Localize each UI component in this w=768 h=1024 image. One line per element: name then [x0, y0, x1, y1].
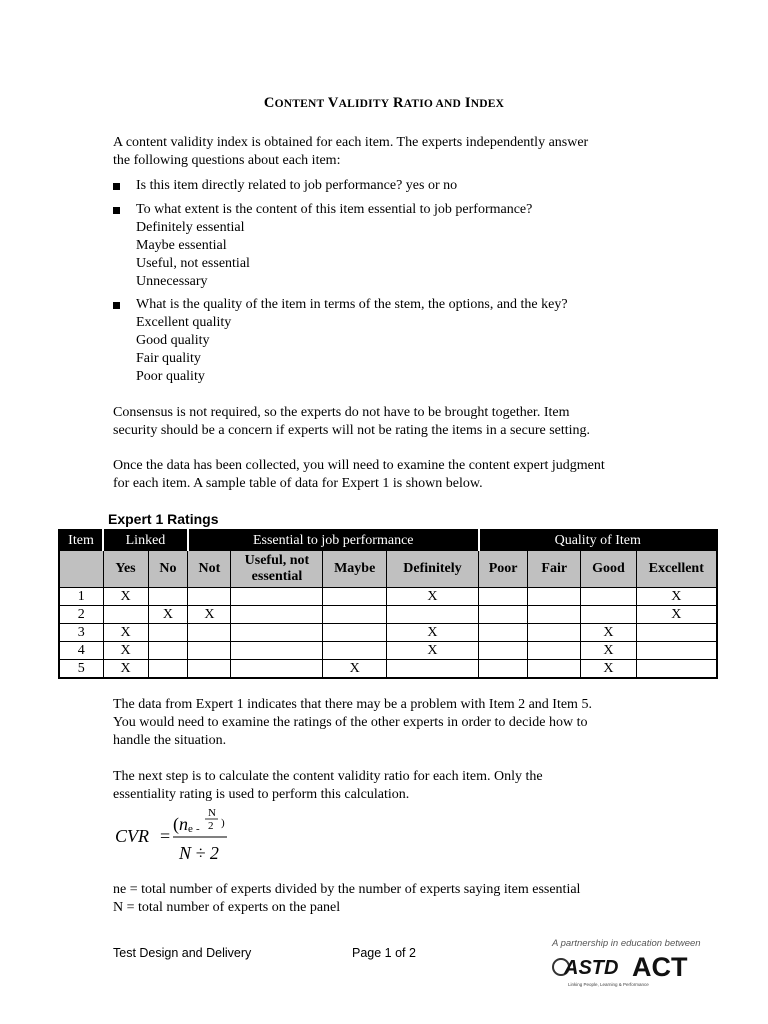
rating-cell [636, 624, 717, 642]
row-item-number: 1 [59, 588, 103, 606]
rating-cell: X [581, 624, 636, 642]
rating-cell [188, 588, 231, 606]
rating-cell [528, 624, 581, 642]
sub-header-definitely: Definitely [386, 551, 478, 588]
sub-header-blank [59, 551, 103, 588]
logo-astd: ASTD [564, 957, 619, 979]
logo-tagline: A partnership in education between [552, 938, 701, 949]
rating-cell [581, 606, 636, 624]
table-row [59, 588, 717, 606]
rating-cell [479, 660, 528, 679]
rating-cell [231, 624, 323, 642]
next-step-paragraph: The next step is to calculate the content validity ratio for each item. Only the essentiality rating is used to perform this calculation. [113, 769, 543, 802]
rating-cell [479, 642, 528, 660]
sub-header-maybe: Maybe [323, 551, 386, 588]
bullet-square-icon [113, 207, 120, 214]
sub-header-no: No [148, 551, 188, 588]
formula-n-top: N [208, 807, 216, 819]
rating-cell [148, 624, 188, 642]
rating-cell [323, 606, 386, 624]
rating-cell [528, 588, 581, 606]
sub-header-excellent: Excellent [636, 551, 717, 588]
rating-cell [479, 588, 528, 606]
footer-page-number: Page 1 of 2 [352, 946, 416, 960]
sub-header-fair: Fair [528, 551, 581, 588]
cvr-formula [115, 808, 255, 868]
rating-cell [479, 624, 528, 642]
rating-cell [528, 606, 581, 624]
data-paragraph: Once the data has been collected, you will need to examine the content expert judgment for each item. A sample table of data for Expert 1 is shown below. [113, 458, 605, 491]
table-row [59, 624, 717, 642]
row-item-number: 3 [59, 624, 103, 642]
formula-open-paren: ( [173, 814, 179, 834]
definitions: ne = total number of experts divided by the number of experts saying item essential N = total number of experts on the panel [113, 882, 581, 915]
rating-cell [188, 624, 231, 642]
rating-cell [323, 642, 386, 660]
rating-cell [231, 642, 323, 660]
footer-left: Test Design and Delivery [113, 946, 252, 960]
consensus-paragraph: Consensus is not required, so the experts do not have to be brought together. Item security should be a concern if experts will not be rating the items in a secure setting. [113, 405, 591, 438]
rating-cell: X [103, 642, 148, 660]
page-title: CONTENT VALIDITY RATIO AND INDEX [263, 95, 505, 111]
bullet-square-icon [113, 183, 120, 190]
bullet-square-icon [113, 302, 120, 309]
rating-cell [636, 642, 717, 660]
rating-cell [386, 606, 478, 624]
rating-cell: X [386, 642, 478, 660]
rating-cell [148, 588, 188, 606]
formula-close-paren: ) [221, 817, 225, 829]
header-quality: Quality of Item [479, 530, 717, 551]
sub-header-row [59, 551, 717, 588]
rating-cell [386, 660, 478, 679]
rating-cell: X [188, 606, 231, 624]
rating-cell [581, 588, 636, 606]
formula-denominator: N ÷ 2 [179, 843, 219, 863]
sub-header-not: Not [188, 551, 231, 588]
partnership-logo [548, 935, 708, 993]
table-row [59, 606, 717, 624]
rating-cell [479, 606, 528, 624]
formula-n: n [179, 814, 188, 834]
rating-cell: X [636, 588, 717, 606]
rating-cell: X [323, 660, 386, 679]
formula-two-top: 2 [208, 820, 214, 832]
rating-cell [148, 642, 188, 660]
formula-equals: = [160, 826, 171, 846]
rating-cell: X [103, 624, 148, 642]
header-essential: Essential to job performance [188, 530, 479, 551]
formula-lhs: CVR [115, 826, 149, 846]
ratings-title: Expert 1 Ratings [108, 511, 219, 527]
rating-cell [323, 588, 386, 606]
ratings-table [58, 529, 718, 679]
rating-cell: X [386, 624, 478, 642]
rating-cell [231, 606, 323, 624]
intro-paragraph: A content validity index is obtained for each item. The experts independently answer the following questions about each item: [113, 135, 589, 168]
sub-header-yes: Yes [103, 551, 148, 588]
rating-cell: X [581, 660, 636, 679]
rating-cell: X [581, 642, 636, 660]
problem-paragraph: The data from Expert 1 indicates that there may be a problem with Item 2 and Item 5. You would need to examine the ratings of the other experts in order to decide how to handle the situation. [113, 697, 592, 748]
row-item-number: 4 [59, 642, 103, 660]
rating-cell: X [103, 660, 148, 679]
group-header-row [59, 530, 717, 551]
formula-e-subscript: e [188, 823, 193, 835]
formula-minus: - [196, 823, 200, 835]
rating-cell [188, 660, 231, 679]
sub-header-good: Good [581, 551, 636, 588]
logo-astd-sub: Linking People, Learning & Performance [568, 982, 649, 987]
rating-cell [188, 642, 231, 660]
rating-cell: X [148, 606, 188, 624]
rating-cell [231, 588, 323, 606]
rating-cell: X [103, 588, 148, 606]
rating-cell [103, 606, 148, 624]
rating-cell: X [386, 588, 478, 606]
rating-cell [323, 624, 386, 642]
header-item: Item [59, 530, 103, 551]
rating-cell: X [636, 606, 717, 624]
sub-header-useful: Useful, not essential [231, 551, 323, 588]
header-linked: Linked [103, 530, 188, 551]
rating-cell [148, 660, 188, 679]
logo-act: ACT [632, 952, 688, 982]
table-row [59, 642, 717, 660]
row-item-number: 5 [59, 660, 103, 679]
rating-cell [636, 660, 717, 679]
rating-cell [528, 660, 581, 679]
table-row [59, 660, 717, 679]
rating-cell [528, 642, 581, 660]
rating-cell [231, 660, 323, 679]
row-item-number: 2 [59, 606, 103, 624]
sub-header-poor: Poor [479, 551, 528, 588]
